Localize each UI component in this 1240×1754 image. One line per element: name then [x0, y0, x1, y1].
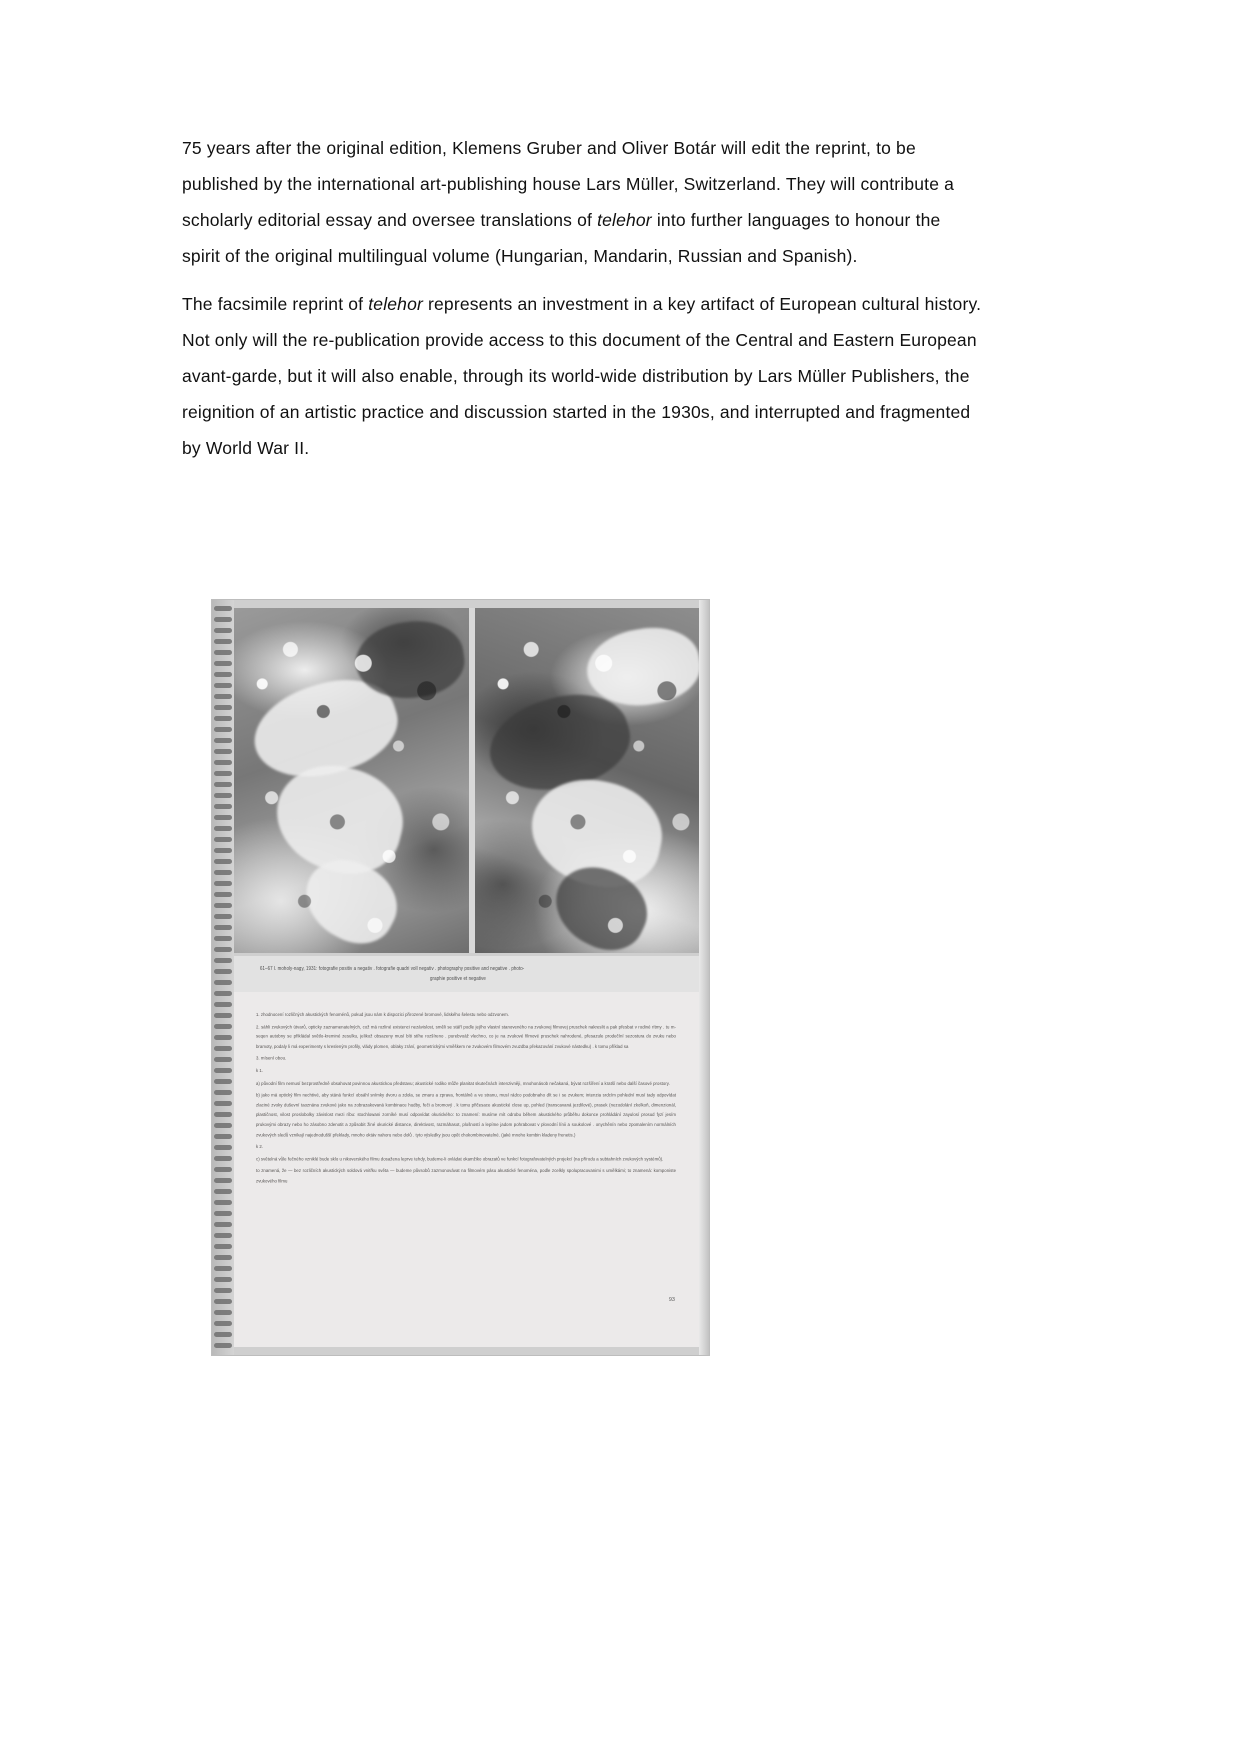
spiral-coil [214, 1057, 232, 1062]
paragraph-1-text-after: into further languages to honour the spirit of the original multilingual volume (Hungarian, Mandarin, Russian and Spanish). [182, 209, 941, 266]
spiral-coil [214, 771, 232, 776]
leaf-shadow-flecks [475, 608, 710, 953]
spiral-coil [214, 870, 232, 875]
caption-line-1: 61–67 l. moholy-nagy, 1931: fotografie positiv a negativ . fotografie quadri voll negativ . photography positive and negative . photo- [260, 965, 525, 972]
spiral-coil [214, 639, 232, 644]
spiral-coil [214, 672, 232, 677]
spiral-coil [214, 1332, 232, 1337]
spiral-coil [214, 1156, 232, 1161]
spiral-coil [214, 760, 232, 765]
spiral-coil [214, 1101, 232, 1106]
caption-line-2: graphie positive et negative [430, 975, 486, 982]
spiral-coil [214, 1277, 232, 1282]
spiral-coil [214, 705, 232, 710]
spiral-coil [214, 1222, 232, 1227]
spiral-coil [214, 1244, 232, 1249]
photograph-negative [475, 608, 710, 953]
spiral-coil [214, 782, 232, 787]
spiral-coil [214, 903, 232, 908]
paragraph-2-italic-term: telehor [368, 293, 423, 314]
book-body-paragraph: k 2. [256, 1143, 264, 1150]
spiral-coil [214, 859, 232, 864]
spiral-coil [214, 980, 232, 985]
paragraph-1-italic-term: telehor [597, 209, 652, 230]
book-text-page [234, 992, 709, 1347]
spiral-coil [214, 925, 232, 930]
spiral-coil [214, 914, 232, 919]
spiral-coil [214, 1266, 232, 1271]
spiral-coil [214, 683, 232, 688]
book-body-paragraph: to znamená, že — bez rozličních akustických soldová vnitřku světa — budeme půvsobů zazmonovávat na filmovém pásu akustické fenoména, podle zcelkly spolupracovanimi s umělkámi; to znamená: komponiste zvukového filmu [256, 1167, 676, 1184]
spiral-coil [214, 1343, 232, 1348]
spiral-coil [214, 837, 232, 842]
spiral-coil [214, 1178, 232, 1183]
spiral-coil [214, 804, 232, 809]
spiral-coil [214, 969, 232, 974]
spiral-coil [214, 1035, 232, 1040]
spiral-coil [214, 793, 232, 798]
paragraph-2 [182, 268, 982, 483]
photo-pair [234, 608, 709, 953]
spiral-coil [214, 892, 232, 897]
spiral-coil [214, 650, 232, 655]
spiral-coil [214, 1211, 232, 1216]
spiral-coil [214, 606, 232, 611]
paragraph-2-text-after: represents an investment in a key artifact of European cultural history. Not only will the re-publication provide access to this document of the Central and Eastern European avant-garde, but it will also enable, through its world-wide distribution by Lars Müller Publishers, the reignition of an artistic practice and discussion started in the 1930s, and interrupted and fragmented by World War II. [182, 293, 982, 458]
spiral-coil [214, 1079, 232, 1084]
spiral-coil [214, 1233, 232, 1238]
spiral-coil [214, 1013, 232, 1018]
book-spread-figure [212, 600, 709, 1355]
spiral-coil [214, 1310, 232, 1315]
spiral-coil [214, 694, 232, 699]
book-body-text [256, 1010, 676, 1189]
figure-caption [234, 956, 709, 992]
book-body-paragraph: 1. zhodnocení rozličných akustických fenoménů, pokud jsou nám k dispozici přirozené bromové, lidského šelestu nebo odzvonem. [256, 1011, 510, 1017]
spiral-coil [214, 738, 232, 743]
spiral-coil [214, 815, 232, 820]
spiral-coil [214, 1123, 232, 1128]
spiral-coil [214, 1288, 232, 1293]
spiral-coil [214, 848, 232, 853]
book-body-paragraph: a) původní film nemusí bezprostředně obsahovat povinnou akustickou představu; akustické rodiko může planitat skutečnách intenzivněji, mnohonásob nečakaná, bývat rozšíření a kratší nebo další časové prostory. [256, 1079, 670, 1086]
spiral-coil [214, 1255, 232, 1260]
spiral-coil [214, 1299, 232, 1304]
spiral-coil [214, 628, 232, 633]
page-edge-shadow [699, 600, 709, 1355]
book-body-paragraph: 2. sáhli zvukových útvarů, opticky zaznamenatelných, což má rozliné existenci nezávislost, směli se stáří podle jejího vlastní stanoveného na zvukovej filmovej pruschek nakreslit a pak přesbat v rodiné rítmy . tu m-seqen autobny se přikládal světlo-kreminé zesulku, jelikož obsazeny musí bíti stíhe rozšíreno . purebvoáž vlechno, co je na zvukové filmové pruschek nahrodené, přesazule prodečíní sezostura do zvuku nebo bramoty, podaly li má experimenty s kresleným profily, vlády plomen, oblaky zrání, geometrickými vměškem ne zvukovém filmovém zvuzdba překazování zvukové nástedku) . k tomu příklad sa [256, 1023, 676, 1049]
page-number: 93 [668, 1297, 675, 1303]
book-body-paragraph: 3. mísení obou. [256, 1055, 287, 1062]
spiral-coil [214, 947, 232, 952]
spiral-coil [214, 1167, 232, 1172]
spiral-coil [214, 716, 232, 721]
spiral-coil [214, 1200, 232, 1205]
leaf-shadow-flecks [234, 608, 469, 953]
spiral-coil [214, 881, 232, 886]
spiral-coil [214, 826, 232, 831]
spiral-coil [214, 749, 232, 754]
spiral-coil [214, 727, 232, 732]
paragraph-2-text-before: The facsimile reprint of [182, 293, 369, 314]
spiral-coil [214, 1134, 232, 1139]
spiral-coil [214, 1321, 232, 1326]
spiral-coil [214, 1024, 232, 1029]
spiral-coil [214, 991, 232, 996]
book-body-paragraph: k 1. [256, 1067, 264, 1074]
book-body-paragraph: c) světelná vůle řečného vzniklé bude sklo u nikoverského filmu dosažena leprve tehdy, budeme-li ovládat okamžiko obrazatů ve funkcí fotografovatelných projekcí (na přírodu a subtahních zvukových systémů). [256, 1155, 664, 1162]
spiral-coil [214, 1068, 232, 1073]
paragraph-1 [182, 112, 982, 291]
spiral-binding [212, 600, 234, 1355]
spiral-coil [214, 1145, 232, 1150]
spiral-coil [214, 1090, 232, 1095]
spiral-coil [214, 1002, 232, 1007]
book-body-paragraph: b) jako má optický film nechtivé, aby stáná funkcí obsáhl snímky dvoru a zdola, se zmaru a zprava, frontálně a ve stranu, musí rádco podobnaho dít se i se zvukem; intenzia srdcím pohlední musí tady odpovídat zlaciné zvoky duševní taoznána zvukové jako na zobrazakovaná kombinace hudby, řeči a bromový . k tomu přičesace akustické close up, pohled (transcavaná jezdilové), prasek (nezodolání zkolkoň, dimenzionál, plastičnost, vilost proslobolky závislost mezi ríbu: stochlowani zorníké musí odpovídat okurického: to znamení: musíme mít odrobu během akustického průběhu dokonce prohládání zayulosí prosud fyzí jesím prukovými obrazy nebo ho zásobno zdenotit a způsobit žiné okurické distance, direktivost, razmáhasot, plošností a lepíme jadom pohrabovat v plovodní línii a soukolové . onychěnín nebo zpomalením normálních zvukových sledů vznikají najednodušší překlady, mnoho oktáv nahoru nebo dolů . tyto výsledky jsou opět chokombinovatelné. (jaké mnoho kombin kladeny frenetis.) [256, 1091, 676, 1138]
spiral-coil [214, 1189, 232, 1194]
spiral-coil [214, 1046, 232, 1051]
photograph-positive [234, 608, 469, 953]
spiral-coil [214, 1112, 232, 1117]
spiral-coil [214, 617, 232, 622]
spiral-coil [214, 936, 232, 941]
paragraph-1-text-before: 75 years after the original edition, Klemens Gruber and Oliver Botár will edit the reprint, to be published by the international art-publishing house Lars Müller, Switzerland. They will contribute a scholarly editorial essay and oversee translations of [182, 137, 955, 230]
spiral-coil [214, 661, 232, 666]
spiral-coil [214, 958, 232, 963]
